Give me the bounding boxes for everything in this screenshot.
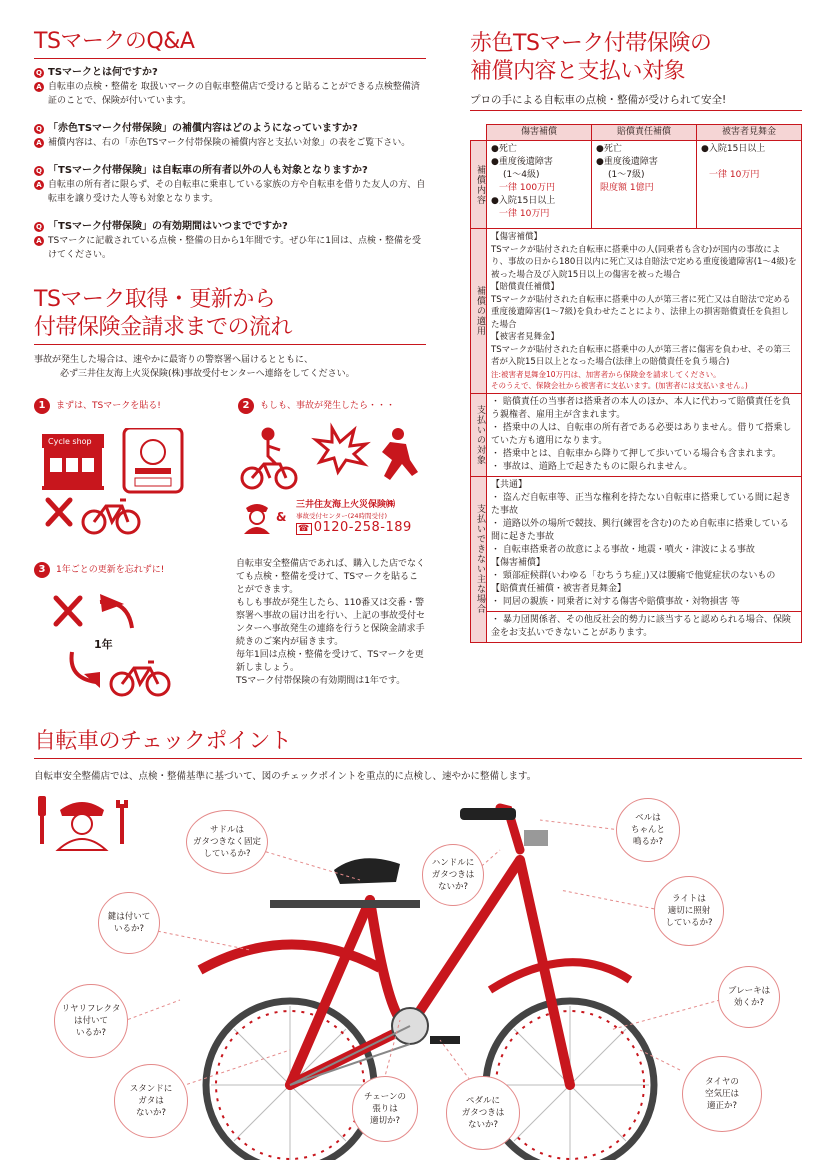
bicycle-icon bbox=[111, 662, 169, 695]
flow-intro-2: 必ず三井住友海上火災保険(株)事故受付センターへ連絡をしてください。 bbox=[60, 369, 355, 379]
insurance-agent-icon bbox=[242, 500, 272, 534]
company-name: 三井住友海上火災保険㈱ bbox=[296, 500, 396, 510]
payment-line: ・ 賠償責任の当事者は搭乗者の本人のほか、本人に代わって賠償責任を負う親権者、雇用主が含まれます。 bbox=[491, 396, 791, 420]
step-3-illustration bbox=[50, 592, 180, 702]
pedestrian-icon bbox=[382, 428, 418, 480]
flow-body-paragraph: 毎年1回は点検・整備を受けて、TSマークを更新しましょう。 bbox=[236, 650, 424, 673]
year-label: 1年 bbox=[94, 638, 113, 651]
cyclist-icon bbox=[242, 429, 296, 488]
bubble-line: 空気圧は bbox=[704, 1089, 739, 1099]
phone-number: 0120-258-189 bbox=[313, 520, 412, 535]
apply-note: そのうえで、保険会社から被害者に支払います。(加害者には支払いません。) bbox=[491, 380, 748, 390]
cell-amount: 一律 100万円 bbox=[499, 183, 556, 193]
step-2-label: もしも、事故が発生したら・・・ bbox=[260, 401, 396, 411]
checkpoint-saddle bbox=[186, 810, 268, 874]
accident-center-phone bbox=[296, 520, 412, 537]
exclude-line: 【共通】 bbox=[491, 479, 528, 490]
bubble-line: は付いて bbox=[73, 1016, 108, 1026]
payment-line: ・ 事故は、道路上で起きたものに限られません。 bbox=[491, 461, 693, 472]
side-payment: 支払いの対象 bbox=[471, 393, 487, 476]
bubble-line: 鍵は付いて bbox=[107, 912, 151, 922]
arrow-head-icon bbox=[100, 594, 124, 612]
payment-line: ・ 搭乗中の人は、自転車の所有者である必要はありません。借りて搭乗していた方も適用になります。 bbox=[491, 422, 792, 446]
qa-answer bbox=[34, 234, 426, 262]
checkpoint-lock bbox=[98, 892, 160, 954]
flow-title-rule bbox=[34, 344, 426, 345]
exclude-line: ・ 自転車搭乗者の故意による事故・地震・噴火・津波による事故 bbox=[491, 544, 755, 555]
step-3-label: 1年ごとの更新を忘れずに! bbox=[56, 565, 165, 575]
bubble-line: ないか? bbox=[467, 1120, 498, 1130]
exclude-line: 【賠償責任補償・被害者見舞金】 bbox=[491, 583, 627, 594]
apply-line: TSマークが貼付された自転車に搭乗中の人(同乗者も含む)が国内の事故により、事故の日から180日以内に死亡又は自賠法で定める重度後遺障害(1〜4級)を被った場合及び入院15日以上の傷害を被った場合 bbox=[491, 244, 797, 280]
bubble-line: タイヤの bbox=[705, 1077, 739, 1087]
header-injury: 傷害補償 bbox=[487, 125, 592, 141]
header-victim: 被害者見舞金 bbox=[697, 125, 802, 141]
step-2-number: 2 bbox=[238, 398, 254, 414]
flow-title-line-2: 付帯保険金請求までの流れ bbox=[34, 315, 293, 340]
cell-application bbox=[487, 229, 802, 394]
qa-list bbox=[34, 66, 426, 262]
exclude-line: ・ 同居の親族・同乗者に対する傷害や賠償事故・対物損害 等 bbox=[491, 596, 740, 607]
bubble-line: ペダルに bbox=[465, 1096, 500, 1106]
qa-question bbox=[34, 66, 426, 80]
insurance-title-line-2: 補償内容と支払い対象 bbox=[470, 59, 686, 84]
step-2-illustration bbox=[240, 420, 420, 495]
apply-line: 【傷害補償】 bbox=[491, 232, 543, 242]
cell-amount: 一律 10万円 bbox=[709, 170, 760, 180]
crash-icon bbox=[316, 428, 366, 472]
exclude-line: 【傷害補償】 bbox=[491, 557, 546, 568]
checkpoint-tire bbox=[682, 1056, 762, 1132]
checkpoint-reflector bbox=[54, 984, 128, 1058]
question-badge-icon: Q bbox=[34, 68, 44, 78]
step-1-label: まずは、TSマークを貼る! bbox=[56, 401, 161, 411]
qa-title-rule bbox=[34, 58, 426, 59]
apply-line: 【被害者見舞金】 bbox=[491, 332, 560, 342]
cell-injury bbox=[487, 141, 592, 229]
checkpoint-handle bbox=[422, 844, 484, 906]
qa-item-2 bbox=[34, 122, 426, 150]
bubble-line: ちゃんと bbox=[630, 825, 665, 835]
step-1-number: 1 bbox=[34, 398, 50, 414]
bubble-line: サドルは bbox=[209, 825, 244, 835]
cell-line: (1〜4級) bbox=[503, 170, 540, 180]
checkpoint-chain bbox=[352, 1076, 418, 1142]
bubble-line: 適切に照射 bbox=[667, 906, 711, 916]
bubble-line: ガタは bbox=[138, 1096, 164, 1106]
question-text: 「TSマーク付帯保険」は自転車の所有者以外の人も対象となりますか? bbox=[48, 165, 368, 176]
qa-answer bbox=[34, 136, 426, 150]
answer-text: 自転車の点検・整備を 取扱いマークの自転車整備店で受けると貼ることができる点検整備済証のことで、保険が付いています。 bbox=[48, 82, 420, 106]
insurance-subtitle-rule bbox=[470, 110, 802, 111]
insurance-subtitle: プロの手による自転車の点検・整備が受けられて安全! bbox=[470, 94, 727, 106]
cell-amount: 一律 10万円 bbox=[499, 209, 550, 219]
bubble-line: ブレーキは bbox=[727, 986, 771, 996]
header-liability: 賠償責任補償 bbox=[592, 125, 697, 141]
qa-answer bbox=[34, 80, 426, 108]
qa-title: TSマークのQ&A bbox=[34, 29, 195, 54]
qa-item-3 bbox=[34, 164, 426, 206]
cell-line: ●死亡 bbox=[491, 144, 517, 154]
answer-badge-icon: A bbox=[34, 138, 44, 148]
bubble-line: ライトは bbox=[672, 894, 706, 904]
exclude-line: ・ 頸部症候群(いわゆる「むちうち症」)又は腰痛で他覚症状のないもの bbox=[491, 570, 776, 581]
accident-center-name: 事故受付センター(24時間受付) bbox=[296, 512, 388, 520]
ampersand: & bbox=[276, 510, 287, 524]
tools-icon bbox=[56, 598, 80, 624]
flow-title-line-1: TSマーク取得・更新から bbox=[34, 287, 276, 312]
qa-question bbox=[34, 164, 426, 178]
bicycle-icon bbox=[83, 500, 139, 533]
bubble-line: ベルは bbox=[635, 813, 661, 823]
answer-badge-icon: A bbox=[34, 236, 44, 246]
tools-icon bbox=[48, 500, 70, 524]
question-badge-icon: Q bbox=[34, 166, 44, 176]
cell-line: ●死亡 bbox=[596, 144, 622, 154]
insurance-title-line-1: 赤色TSマーク付帯保険の bbox=[470, 31, 712, 56]
apply-line: TSマークが貼付された自転車に搭乗中の人が第三者に傷害を負わせ、その第三者が入院15日以上となった場合(法律上の賠償責任を負う場合) bbox=[491, 344, 791, 367]
answer-badge-icon: A bbox=[34, 82, 44, 92]
cell-line: (1〜7級) bbox=[608, 170, 645, 180]
bubble-line: ないか? bbox=[437, 882, 468, 892]
answer-text: 自転車の所有者に限らず、その自転車に乗車している家族の方や自転車を借りた友人の方、自転車を譲り受けた人等も対象となります。 bbox=[48, 180, 426, 204]
bubble-line: ないか? bbox=[135, 1108, 166, 1118]
side-coverage: 補償内容 bbox=[471, 141, 487, 229]
insurance-table bbox=[470, 124, 802, 643]
qa-answer bbox=[34, 178, 426, 206]
exclude-line: ・ 盗んだ自転車等、正当な権利を持たない自転車に搭乗している間に起きた事故 bbox=[491, 492, 791, 516]
free-dial-icon: ☎ bbox=[298, 524, 310, 534]
cell-victim bbox=[697, 141, 802, 229]
cell-line: ●入院15日以上 bbox=[701, 144, 766, 154]
side-application: 補償の適用 bbox=[471, 229, 487, 394]
payment-line: ・ 搭乗中とは、自転車から降りて押して歩いている場合も含まれます。 bbox=[491, 448, 782, 459]
cell-line: ●重度後遺障害 bbox=[491, 157, 553, 167]
answer-text: TSマークに記載されている点検・整備の日から1年間です。ぜひ年に1回は、点検・整備を受けてください。 bbox=[48, 236, 421, 260]
bubble-line: ハンドルに bbox=[431, 858, 475, 868]
check-title-rule bbox=[34, 758, 802, 759]
exclude-line: ・ 道路以外の場所で競技、興行(練習を含む)のため自転車に搭乗している間に起きた事故 bbox=[491, 518, 789, 542]
answer-text: 補償内容は、右の「赤色TSマーク付帯保険の補償内容と支払い対象」の表をご覧下さい。 bbox=[48, 138, 411, 148]
question-text: 「TSマーク付帯保険」の有効期間はいつまでですか? bbox=[48, 221, 288, 232]
question-text: TSマークとは何ですか? bbox=[48, 67, 158, 78]
table-corner bbox=[471, 125, 487, 141]
flow-body bbox=[236, 558, 426, 688]
check-intro: 自転車安全整備店では、点検・整備基準に基づいて、図のチェックポイントを重点的に点検し、速やかに整備します。 bbox=[34, 771, 537, 782]
bubble-line: ガタつきなく固定 bbox=[192, 837, 261, 847]
bubble-line: ガタつきは bbox=[431, 870, 475, 880]
bubble-line: いるか? bbox=[75, 1028, 106, 1038]
qa-item-1 bbox=[34, 66, 426, 108]
checkpoint-pedal bbox=[446, 1076, 520, 1150]
cell-line: ●重度後遺障害 bbox=[596, 157, 658, 167]
flow-body-paragraph: 自転車安全整備店であれば、購入した店でなくても点検・整備を受けて、TSマークを貼ることができます。 bbox=[236, 559, 426, 595]
bubble-line: 鳴るか? bbox=[632, 837, 663, 847]
step-3-number: 3 bbox=[34, 562, 50, 578]
step-1-illustration bbox=[40, 428, 200, 538]
bubble-line: ガタつきは bbox=[461, 1108, 505, 1118]
question-badge-icon: Q bbox=[34, 124, 44, 134]
bubble-line: いるか? bbox=[113, 924, 144, 934]
flow-body-paragraph: TSマーク付帯保険の有効期間は1年です。 bbox=[236, 676, 406, 686]
checkpoint-bell bbox=[616, 798, 680, 862]
bubble-line: 張りは bbox=[372, 1104, 398, 1114]
bubble-line: しているか? bbox=[665, 918, 713, 928]
cell-payment bbox=[487, 393, 802, 476]
bubble-line: しているか? bbox=[203, 849, 251, 859]
cell-liability bbox=[592, 141, 697, 229]
bubble-line: 効くか? bbox=[733, 998, 764, 1008]
cell-exclusions-extra: ・ 暴力団関係者、その他反社会的勢力に該当すると認められる場合、保険金をお支払いできないことがあります。 bbox=[487, 611, 802, 642]
bubble-line: チェーンの bbox=[363, 1092, 407, 1102]
question-badge-icon: Q bbox=[34, 222, 44, 232]
apply-line: TSマークが貼付された自転車に搭乗中の人が第三者に死亡又は自賠法で定める重度後遺障害(1〜7級)を負わせたことにより、法律上の損害賠償責任を負担した場合 bbox=[491, 294, 791, 330]
check-title: 自転車のチェックポイント bbox=[34, 729, 292, 754]
bubble-line: 適正か? bbox=[706, 1101, 737, 1111]
shop-sign-text: Cycle shop bbox=[48, 437, 92, 446]
bubble-line: リヤリフレクタ bbox=[61, 1004, 121, 1014]
qa-question bbox=[34, 122, 426, 136]
question-text: 「赤色TSマーク付帯保険」の補償内容はどのようになっていますか? bbox=[48, 123, 358, 134]
bubble-line: 適切か? bbox=[369, 1116, 400, 1126]
cell-exclusions bbox=[487, 476, 802, 611]
side-exclusions: 支払いできない主な場合 bbox=[471, 476, 487, 642]
checkpoint-brake bbox=[718, 966, 780, 1028]
flow-body-paragraph: もしも事故が発生したら、110番又は交番・警察署へ事故の届け出を行い、上記の事故受付センターへ事故発生の連絡を行うと保険金請求手続きのご案内が届きます。 bbox=[236, 598, 426, 647]
apply-line: 【賠償責任補償】 bbox=[491, 282, 560, 292]
checkpoint-stand bbox=[114, 1064, 188, 1138]
qa-question bbox=[34, 220, 426, 234]
flow-intro-1: 事故が発生した場合は、速やかに最寄りの警察署へ届けるとともに、 bbox=[34, 355, 314, 365]
cell-line: ●入院15日以上 bbox=[491, 196, 556, 206]
answer-badge-icon: A bbox=[34, 180, 44, 190]
apply-note: 注:被害者見舞金10万円は、加害者から保険金を請求してください。 bbox=[491, 369, 721, 379]
checkpoint-light bbox=[654, 876, 724, 946]
qa-item-4 bbox=[34, 220, 426, 262]
bubble-line: スタンドに bbox=[129, 1084, 173, 1094]
cell-amount: 限度額 1億円 bbox=[600, 183, 654, 193]
ts-mark-sticker-icon bbox=[124, 428, 182, 492]
